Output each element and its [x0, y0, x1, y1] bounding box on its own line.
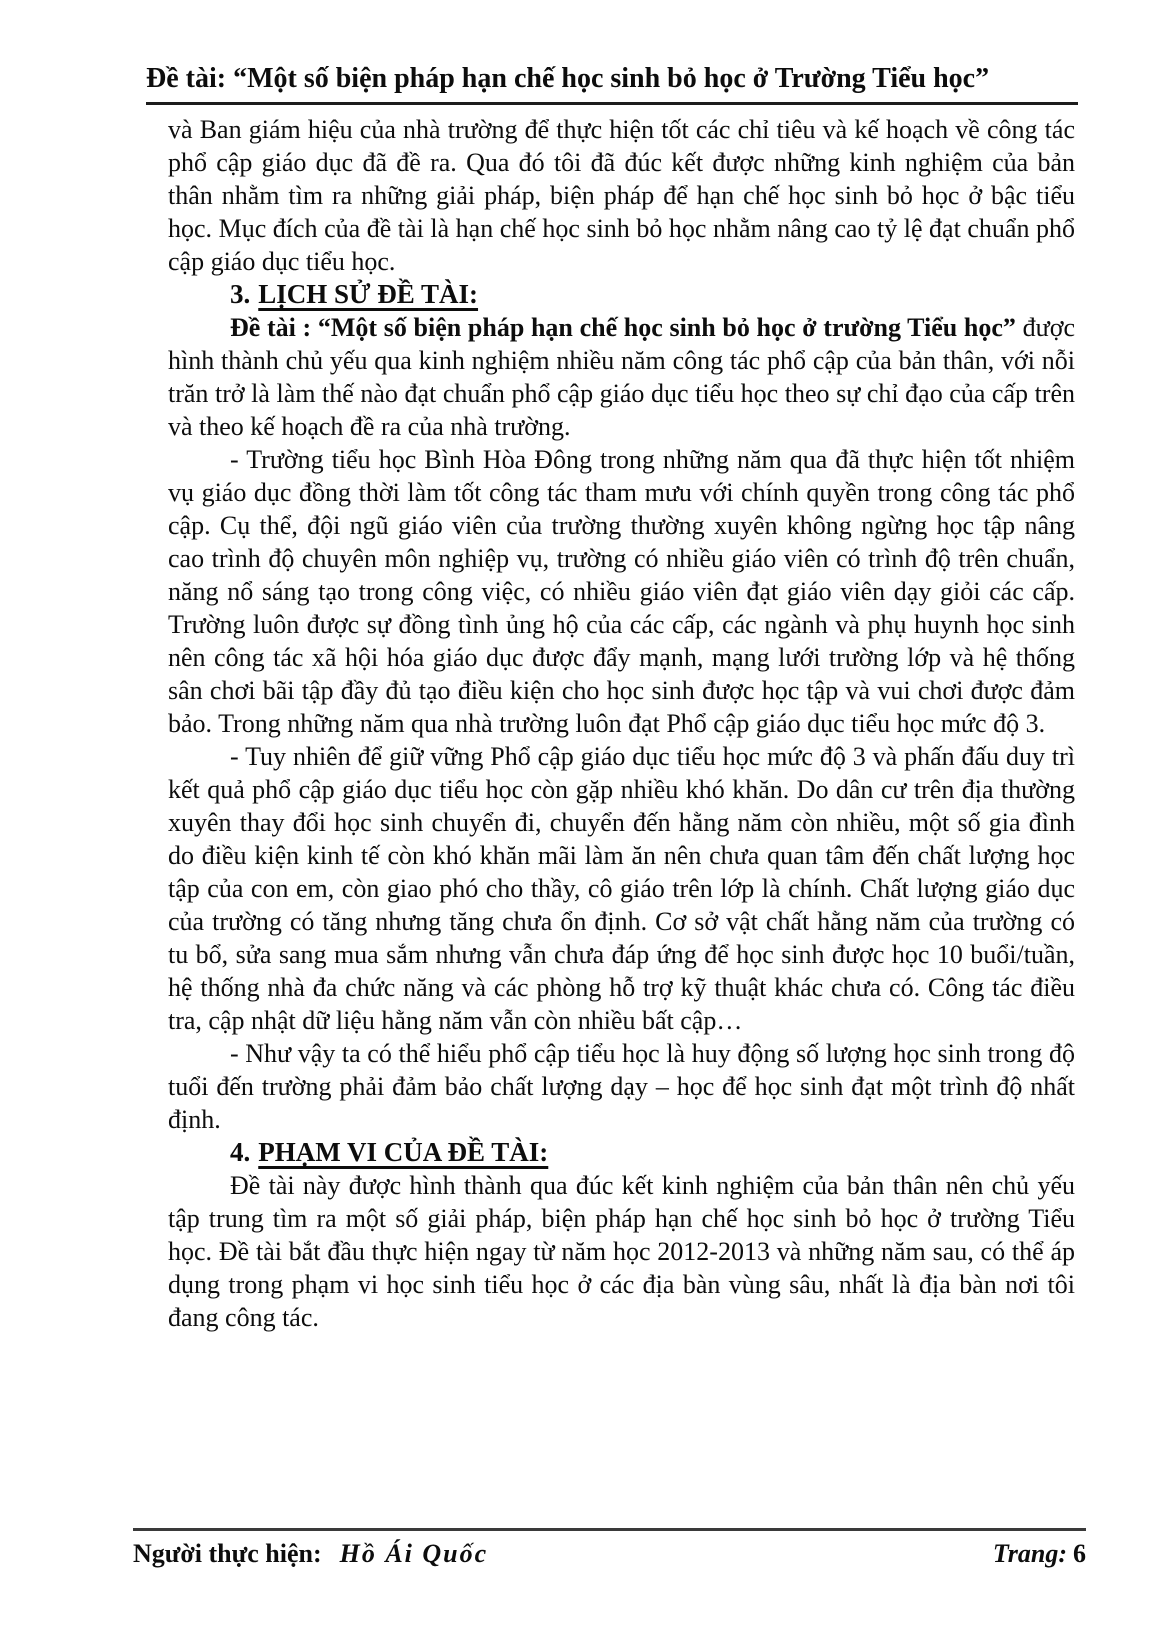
paragraph-intro: và Ban giám hiệu của nhà trường để thực hiện tốt các chỉ tiêu và kế hoạch về công tác phổ cập giáo dục đã đề ra. Qua đó tôi đã đúc kết được những kinh nghiệm của bản thân nhằm tìm ra những giải pháp, biện pháp để hạn chế học sinh bỏ học ở bậc tiểu học. Mục đích của đề tài là hạn chế học sinh bỏ học nhằm nâng cao tỷ lệ đạt chuẩn phổ cập giáo dục tiểu học.: [168, 115, 1075, 276]
footer-author: [133, 1538, 488, 1570]
section-heading-4: [168, 1136, 1075, 1169]
paragraph-history-topic: Đề tài : “Một số biện pháp hạn chế học sinh bỏ học ở trường Tiểu học”: [230, 313, 1016, 342]
section-3-title: LỊCH SỬ ĐỀ TÀI:: [258, 279, 479, 309]
document-body: [168, 113, 1075, 1334]
footer-page-number: 6: [1073, 1539, 1086, 1568]
section-4-title: PHẠM VI CỦA ĐỀ TÀI:: [258, 1137, 549, 1167]
section-heading-3: [168, 278, 1075, 311]
section-4-number: 4.: [230, 1137, 251, 1167]
footer-page-label: Trang:: [992, 1539, 1067, 1568]
paragraph-conclusion: - Như vậy ta có thể hiểu phổ cập tiểu học là huy động số lượng học sinh trong độ tuổi đến trường phải đảm bảo chất lượng dạy – học để học sinh đạt một trình độ nhất định.: [168, 1039, 1075, 1134]
paragraph-history: [168, 311, 1075, 443]
section-3-number: 3.: [230, 279, 251, 309]
paragraph-school: - Trường tiểu học Bình Hòa Đông trong những năm qua đã thực hiện tốt nhiệm vụ giáo dục đồng thời làm tốt công tác tham mưu với chính quyền trong công tác phổ cập. Cụ thể, đội ngũ giáo viên của trường thường xuyên không ngừng học tập nâng cao trình độ chuyên môn nghiệp vụ, trường có nhiều giáo viên có trình độ trên chuẩn, năng nổ sáng tạo trong công việc, có nhiều giáo viên đạt giáo viên dạy giỏi các cấp. Trường luôn được sự đồng tình ủng hộ của các cấp, các ngành và phụ huynh học sinh nên công tác xã hội hóa giáo dục được đẩy mạnh, mạng lưới trường lớp và hệ thống sân chơi bãi tập đầy đủ tạo điều kiện cho học sinh được học tập và vui chơi được đảm bảo. Trong những năm qua nhà trường luôn đạt Phổ cập giáo dục tiểu học mức độ 3.: [168, 445, 1075, 738]
paragraph-history-rest: được hình thành chủ yếu qua kinh nghiệm nhiều năm công tác phổ cập của bản thân, với nỗi trăn trở là làm thế nào đạt chuẩn phổ cập giáo dục tiểu học theo sự chỉ đạo của cấp trên và theo kế hoạch đề ra của nhà trường.: [168, 313, 1075, 441]
footer-author-label: Người thực hiện:: [133, 1539, 322, 1568]
paragraph-difficulty: - Tuy nhiên để giữ vững Phổ cập giáo dục tiểu học mức độ 3 và phấn đấu duy trì kết quả phổ cập giáo dục tiểu học còn gặp nhiều khó khăn. Do dân cư trên địa thường xuyên thay đổi học sinh chuyển đi, chuyển đến hằng năm còn nhiều, một số gia đình do điều kiện kinh tế còn khó khăn mãi làm ăn nên chưa quan tâm đến chất lượng học tập của con em, còn giao phó cho thầy, cô giáo trên lớp là chính. Chất lượng giáo dục của trường có tăng nhưng tăng chưa ổn định. Cơ sở vật chất hằng năm của trường có tu bổ, sửa sang mua sắm nhưng vẫn chưa đáp ứng để học sinh được học 10 buổi/tuần, hệ thống nhà đa chức năng và các phòng hỗ trợ kỹ thuật khác chưa có. Công tác điều tra, cập nhật dữ liệu hằng năm vẫn còn nhiều bất cập…: [168, 742, 1075, 1035]
running-footer: [133, 1528, 1086, 1570]
paragraph-scope: Đề tài này được hình thành qua đúc kết kinh nghiệm của bản thân nên chủ yếu tập trung tìm ra một số giải pháp, biện pháp hạn chế học sinh bỏ học ở trường Tiểu học. Đề tài bắt đầu thực hiện ngay từ năm học 2012-2013 và những năm sau, có thể áp dụng trong phạm vi học sinh tiểu học ở các địa bàn vùng sâu, nhất là địa bàn nơi tôi đang công tác.: [168, 1171, 1075, 1332]
footer-page: [993, 1538, 1086, 1570]
page-title: Đề tài: “Một số biện pháp hạn chế học sinh bỏ học ở Trường Tiểu học”: [146, 63, 990, 94]
running-header: [146, 62, 1078, 105]
footer-author-name: Hồ Ái Quốc: [339, 1539, 489, 1568]
